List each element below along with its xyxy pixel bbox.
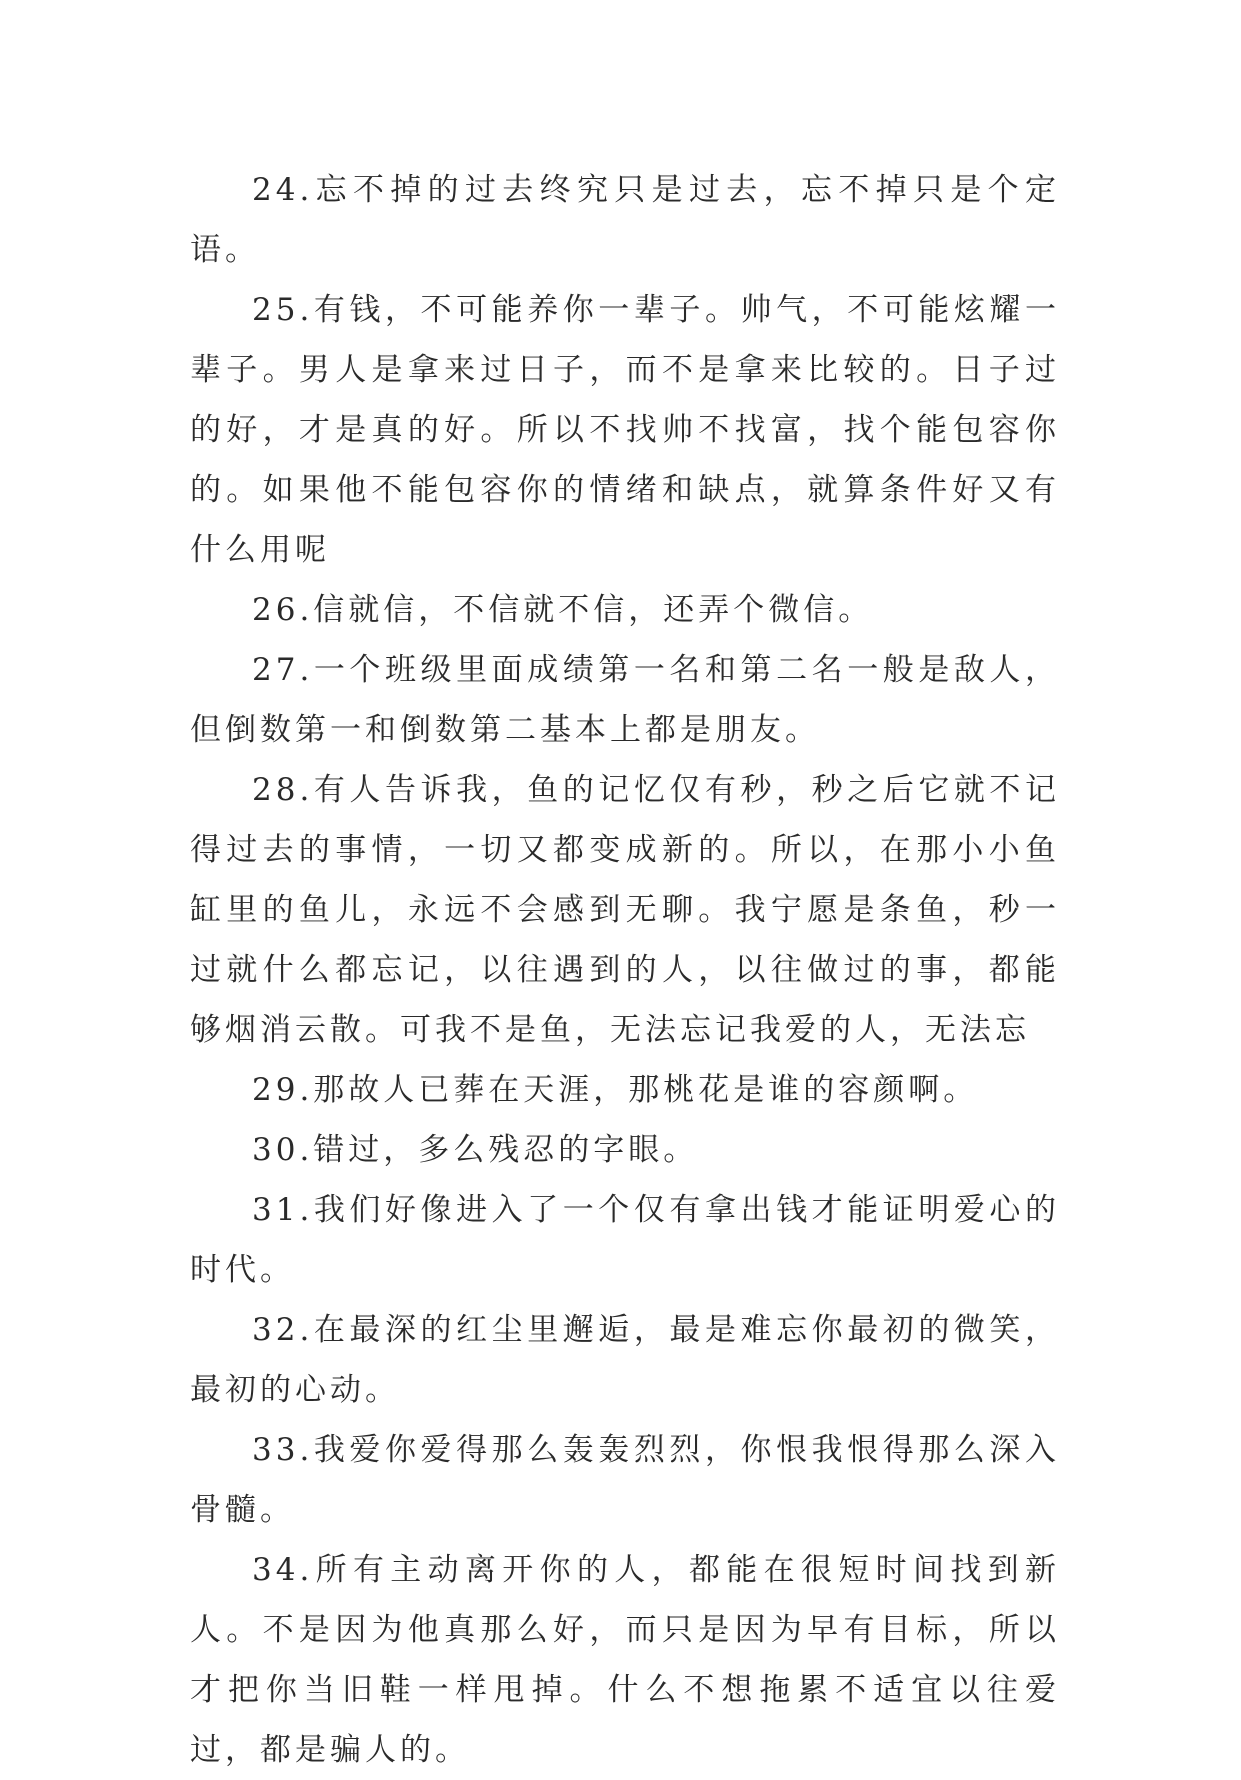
- paragraph-32: 32.在最深的红尘里邂逅，最是难忘你最初的微笑，最初的心动。: [190, 1312, 1060, 1408]
- document-body: [190, 160, 1060, 1780]
- paragraph-25: 25.有钱，不可能养你一辈子。帅气，不可能炫耀一辈子。男人是拿来过日子，而不是拿来比较的。日子过的好，才是真的好。所以不找帅不找富，找个能包容你的。如果他不能包容你的情绪和缺点，就算条件好又有什么用呢: [190, 292, 1060, 568]
- paragraph-28: 28.有人告诉我，鱼的记忆仅有秒，秒之后它就不记得过去的事情，一切又都变成新的。所以，在那小小鱼缸里的鱼儿，永远不会感到无聊。我宁愿是条鱼，秒一过就什么都忘记，以往遇到的人，以往做过的事，都能够烟消云散。可我不是鱼，无法忘记我爱的人，无法忘: [190, 772, 1060, 1048]
- paragraph-30: 30.错过，多么残忍的字眼。: [252, 1132, 699, 1168]
- paragraph-27: 27.一个班级里面成绩第一名和第二名一般是敌人，但倒数第一和倒数第二基本上都是朋友。: [190, 652, 1060, 748]
- paragraph-26: 26.信就信，不信就不信，还弄个微信。: [252, 592, 874, 628]
- paragraph-34: 34.所有主动离开你的人，都能在很短时间找到新人。不是因为他真那么好，而只是因为早有目标，所以才把你当旧鞋一样甩掉。什么不想拖累不适宜以往爱过，都是骗人的。: [190, 1552, 1060, 1768]
- paragraph-33: 33.我爱你爱得那么轰轰烈烈，你恨我恨得那么深入骨髓。: [190, 1432, 1060, 1528]
- paragraph-24: 24.忘不掉的过去终究只是过去，忘不掉只是个定语。: [190, 172, 1060, 268]
- paragraph-31: 31.我们好像进入了一个仅有拿出钱才能证明爱心的时代。: [190, 1192, 1060, 1288]
- paragraph-29: 29.那故人已葬在天涯，那桃花是谁的容颜啊。: [252, 1072, 979, 1108]
